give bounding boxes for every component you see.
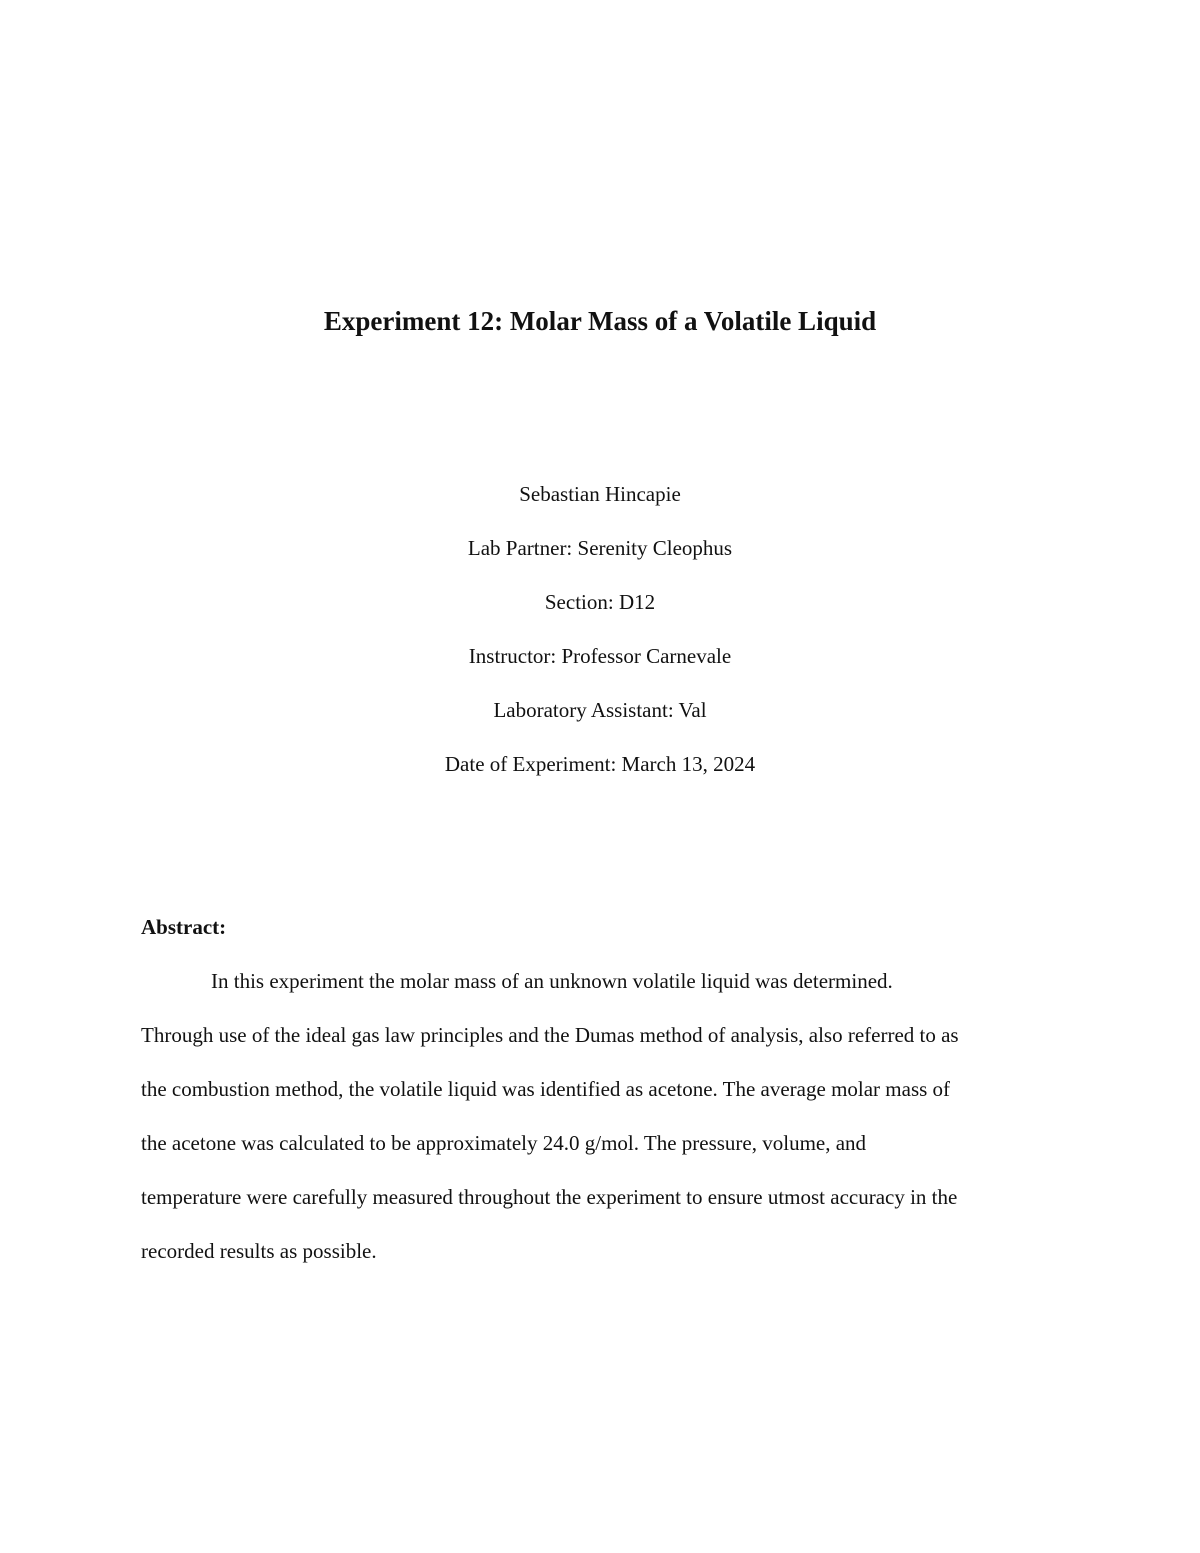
section: Section: D12 [544, 590, 656, 614]
abstract-line: In this experiment the molar mass of an unknown volatile liquid was determined. [211, 969, 893, 993]
abstract-line: temperature were carefully measured throughout the experiment to ensure utmost accuracy in the [141, 1185, 958, 1209]
abstract-line: the combustion method, the volatile liquid was identified as acetone. The average molar mass of [141, 1077, 951, 1101]
abstract-paragraph [141, 964, 1071, 1288]
document-title: Experiment 12: Molar Mass of a Volatile Liquid [323, 306, 877, 336]
instructor: Instructor: Professor Carnevale [468, 644, 732, 668]
abstract-heading: Abstract: [141, 915, 227, 939]
author-name: Sebastian Hincapie [519, 482, 681, 506]
lab-partner: Lab Partner: Serenity Cleophus [467, 536, 733, 560]
abstract-line: Through use of the ideal gas law principles and the Dumas method of analysis, also referred to as [141, 1023, 959, 1047]
experiment-date: Date of Experiment: March 13, 2024 [444, 752, 756, 776]
abstract-line: recorded results as possible. [141, 1239, 377, 1263]
lab-assistant: Laboratory Assistant: Val [493, 698, 707, 722]
abstract-line: the acetone was calculated to be approximately 24.0 g/mol. The pressure, volume, and [141, 1131, 867, 1155]
title-page-info [0, 477, 1200, 801]
